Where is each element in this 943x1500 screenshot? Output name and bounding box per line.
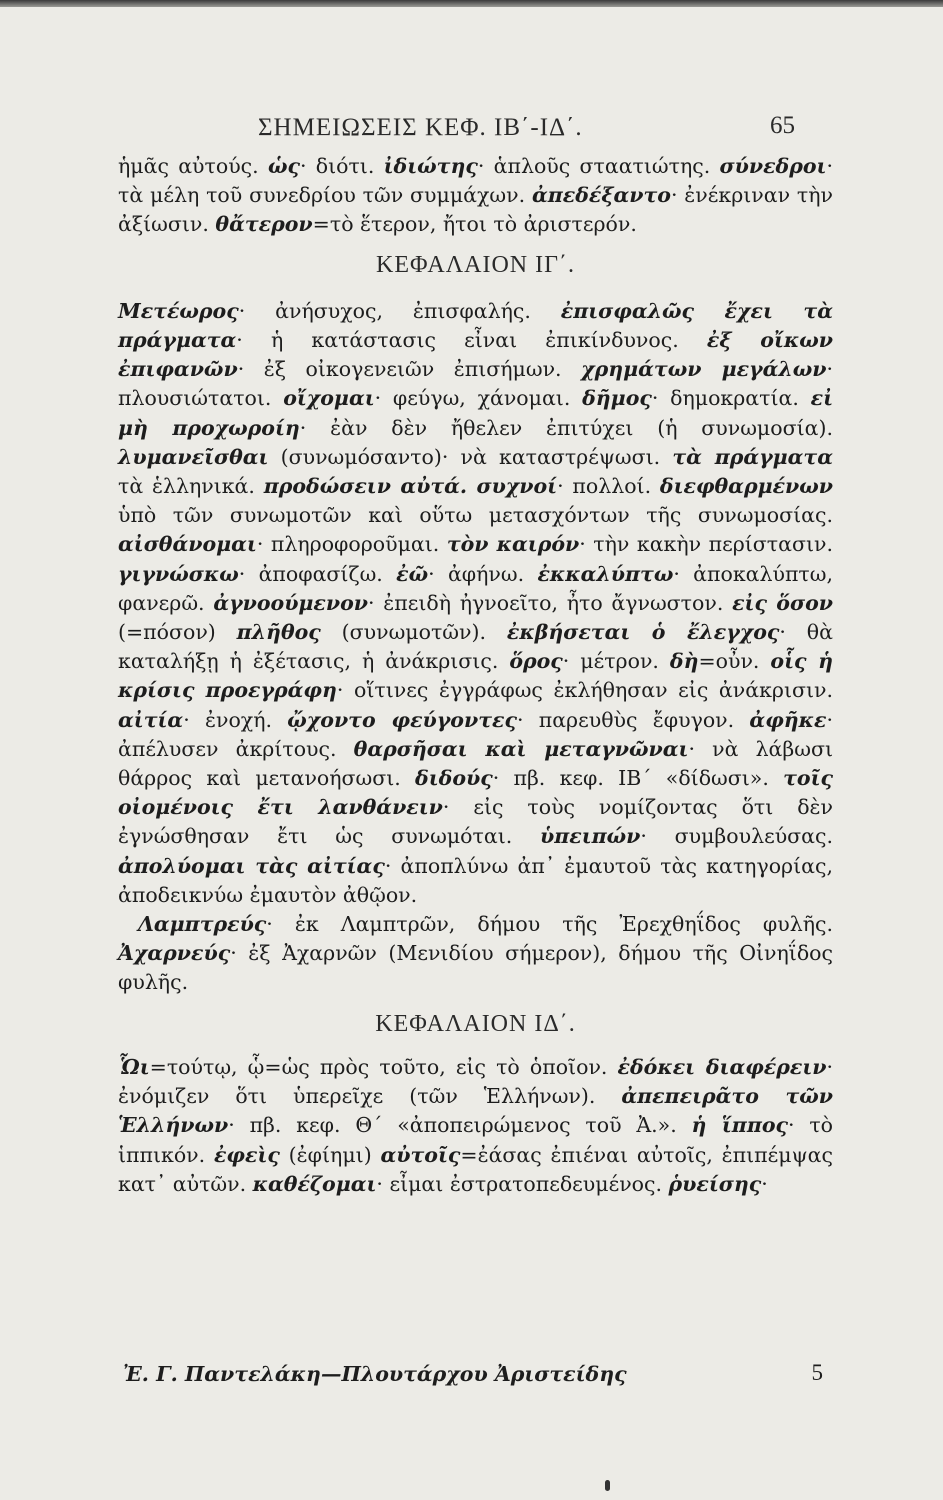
page-number: 65 <box>770 112 795 139</box>
lemma: θαρσῆσαι καὶ μεταγνῶναι <box>353 736 689 761</box>
gloss: · συμβουλεύσας. <box>640 824 833 849</box>
gloss: · διότι. <box>299 154 384 178</box>
gloss: · ἀνήσυχος, ἐπισφαλής. <box>238 298 561 323</box>
gloss: · ἀποκαλύπτω, φανερῶ. <box>118 561 833 615</box>
lemma: ἐδόκει διαφέρειν <box>617 1054 827 1079</box>
gloss: · παρευθὺς ἔφυγον. <box>516 707 750 732</box>
gloss: =οὖν. <box>698 649 771 674</box>
paragraph <box>118 297 833 910</box>
chapter-heading: ΚΕΦΑΛΑΙΟΝ ΙΔ΄. <box>375 1010 576 1037</box>
lemma: δὴ <box>669 649 699 674</box>
gloss: · ἐξ οἰκογενειῶν ἐπισήμων. <box>237 357 582 382</box>
gloss: · ἀποφασίζω. <box>238 561 397 586</box>
lemma: ὡς <box>267 154 300 178</box>
gloss: · ἐνόμιζεν ὅτι ὑπερεῖχε (τῶν Ἑλλήνων). <box>118 1054 833 1109</box>
running-title: ΣΗΜΕΙΩΣΕΙΣ ΚΕΦ. ΙΒ΄-ΙΔ΄. <box>258 114 583 141</box>
gloss: =ἐάσας ἐπιέναι αὐτοῖς, ἐπιπέμψας κατ᾿ αὐτῶν. <box>118 1142 833 1196</box>
lemma: ἀγνοούμενον <box>213 590 369 615</box>
lemma: ἐκβήσεται ὁ ἔλεγχος <box>506 620 780 645</box>
lemma: χρημάτων μεγάλων <box>581 357 827 382</box>
gloss: · ἐπειδὴ ἠγνοεῖτο, ἦτο ἄγνωστον. <box>368 590 733 615</box>
lemma: Ἀχαρνεύς <box>118 941 231 966</box>
lemma: Μετέωρος <box>118 298 239 323</box>
lemma: ἐφεὶς <box>213 1142 280 1167</box>
gloss: · ἐνοχή. <box>183 707 288 732</box>
gloss: · οἵτινες ἐγγράφως ἐκλήθησαν εἰς ἀνάκρισιν. <box>336 678 833 703</box>
paragraph <box>118 1053 833 1199</box>
gloss: · μέτρον. <box>562 649 670 674</box>
gloss: (συνωμόσαντο)· νὰ καταστρέψωσι. <box>268 444 673 469</box>
lemma: ἀπολύομαι τὰς αἰτίας <box>118 853 385 878</box>
gloss: · ἀπέλυσεν ἀκρίτους. <box>118 707 834 761</box>
gloss: · νὰ λάβωσι θάρρος καὶ μετανοήσωσι. <box>118 736 834 791</box>
gloss: · τὸ ἱππικόν. <box>118 1113 834 1167</box>
lemma: ἀπεπειρᾶτο τῶν Ἑλλήνων <box>118 1084 833 1138</box>
body-text <box>118 152 833 1199</box>
gloss: · ἐξ Ἀχαρνῶν (Μενιδίου σήμερον), δήμου τῆς Οἰνηΐδος φυλῆς. <box>118 941 833 995</box>
gloss: =τούτῳ, ᾧ=ὡς πρὸς τοῦτο, εἰς τὸ ὁποῖον. <box>149 1054 618 1079</box>
lemma: ἡ ἵππος <box>691 1113 788 1138</box>
lemma: τοῖς οἰομένοις ἔτι λανθάνειν <box>118 766 833 820</box>
lemma: γιγνώσκω <box>118 561 239 586</box>
lemma: ἐκκαλύπτω <box>537 561 674 586</box>
lemma: συχνοί <box>476 474 558 499</box>
footer-author-line: Ἐ. Γ. Παντελάκη—Πλουτάρχου Ἀριστείδης <box>123 1362 627 1386</box>
paragraph <box>118 152 833 240</box>
ink-speck <box>605 1480 610 1491</box>
gloss: · ἡ κατάστασις εἶναι ἐπικίνδυνος. <box>236 328 707 353</box>
lemma: ὅρος <box>509 649 563 674</box>
gloss: ὑπὸ τῶν συνωμοτῶν καὶ οὕτω μετασχόντων τῆς συνωμοσίας. <box>118 503 833 528</box>
lemma: τὰ πράγματα <box>672 444 833 469</box>
gloss: · φεύγω, χάνομαι. <box>374 386 583 411</box>
lemma: αἰτία <box>118 707 184 732</box>
lemma: ἀπεδέξαντο <box>531 183 671 208</box>
lemma: προδώσειν αὐτά. <box>263 474 477 499</box>
lemma: Ὧι <box>118 1054 150 1079</box>
lemma: θἄτερον <box>215 212 313 237</box>
gloss: · πβ. κεφ. ΙΒ΄ «δίδωσι». <box>492 766 784 791</box>
gloss: · εἶμαι ἐστρατοπεδευμένος. <box>376 1171 669 1196</box>
lemma: ἐξ οἴκων ἐπιφανῶν <box>118 328 833 382</box>
lemma: διδούς <box>415 766 493 791</box>
lemma: ἐῶ <box>396 561 429 586</box>
lemma: ᾤχοντο φεύγοντες <box>287 707 517 732</box>
lemma: αἰσθάνομαι <box>118 532 257 557</box>
lemma: εἰς ὅσον <box>732 590 833 615</box>
gloss: · ἁπλοῦς σταατιώτης. <box>477 154 720 178</box>
gloss: τὰ ἑλληνικά. <box>118 474 264 499</box>
gloss: (συνωμοτῶν). <box>320 620 507 645</box>
lemma: ἐπισφαλῶς ἔχει τὰ πράγματα <box>118 298 833 353</box>
gloss: · πολλοί. <box>557 474 660 499</box>
lemma: ῥυείσης <box>668 1171 762 1196</box>
lemma: λυμανεῖσθαι <box>118 444 269 469</box>
gloss: (ἐφίημι) <box>279 1142 381 1167</box>
lemma: δῆμος <box>582 386 652 411</box>
gloss: · πληροφοροῦμαι. <box>256 532 447 557</box>
gloss: =τὸ ἕτερον, ἤτοι τὸ ἀριστερόν. <box>312 212 637 237</box>
gloss: · πβ. κεφ. Θ΄ «ἀποπειρώμενος τοῦ Ἀ.». <box>228 1113 692 1138</box>
lemma: οἷς ἡ κρίσις προεγράφη <box>118 649 833 703</box>
lemma: οἴχομαι <box>283 386 375 411</box>
lemma: εἰ μὴ προχωροίη <box>118 386 833 440</box>
gloss: · ἐκ Λαμπτρῶν, δήμου τῆς Ἐρεχθηΐδος φυλῆς. <box>266 912 833 937</box>
lemma: σύνεδροι <box>719 154 827 178</box>
lemma: καθέζομαι <box>252 1171 377 1196</box>
lemma: πλῆθος <box>236 620 321 645</box>
lemma: τὸν καιρόν <box>446 532 580 557</box>
lemma: ἀφῆκε <box>749 707 827 732</box>
gloss: · θὰ καταλήξῃ ἡ ἐξέτασις, ἡ ἀνάκρισις. <box>118 620 833 674</box>
lemma: αὐτοῖς <box>380 1142 461 1167</box>
gloss: · ἐνέκριναν τὴν ἀξίωσιν. <box>118 183 833 237</box>
gloss: (=πόσον) <box>118 620 237 645</box>
lemma: ἰδιώτης <box>383 154 478 178</box>
lemma: διεφθαρμένων <box>659 474 834 499</box>
gloss: · τὰ μέλη τοῦ συνεδρίου τῶν συμμάχων. <box>118 154 833 208</box>
paragraph <box>118 910 833 998</box>
gloss: · τὴν κακὴν περίστασιν. <box>579 532 833 557</box>
gloss: · <box>761 1171 768 1196</box>
gloss: · ἐὰν δὲν ἤθελεν ἐπιτύχει (ἡ συνωμοσία). <box>299 415 833 440</box>
gloss: · πλουσιώτατοι. <box>118 357 833 411</box>
gloss: · ἀφήνω. <box>428 561 538 586</box>
gloss: · δημοκρατία. <box>651 386 811 411</box>
lemma: Λαμπτρεύς <box>138 912 267 937</box>
signature-number: 5 <box>811 1360 823 1385</box>
gloss: ἡμᾶς αὐτούς. <box>118 154 268 178</box>
gloss: · ἀποπλύνω ἀπ᾿ ἐμαυτοῦ τὰς κατηγορίας, ἀποδεικνύω ἐμαυτὸν ἀθῷον. <box>118 853 833 907</box>
gloss: · εἰς τοὺς νομίζοντας ὅτι δὲν ἐγνώσθησαν ἔτι ὡς συνωμόται. <box>118 795 833 849</box>
lemma: ὑπειπών <box>540 824 641 849</box>
chapter-heading: ΚΕΦΑΛΑΙΟΝ ΙΓ΄. <box>376 251 575 278</box>
